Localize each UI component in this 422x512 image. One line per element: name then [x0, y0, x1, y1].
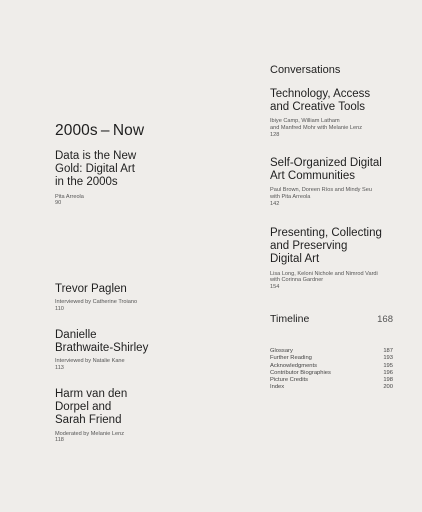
interview-page: 110 [55, 306, 64, 312]
essay-entry [55, 150, 175, 207]
back-matter-list [270, 348, 400, 392]
essay-title-line: Data is the New [55, 150, 137, 162]
back-matter-page: 193 [383, 355, 393, 362]
back-matter-label: Further Reading [270, 355, 312, 362]
conversation-title-line: Self-Organized Digital [270, 157, 382, 169]
conversation-page: 154 [270, 284, 280, 291]
back-matter-page: 200 [383, 384, 393, 391]
back-matter-item [270, 363, 393, 370]
conversation-entry [270, 157, 410, 208]
interview-title-line: Trevor Paglen [55, 283, 127, 295]
conversation-title-line: Technology, Access [270, 88, 371, 100]
back-matter-item [270, 384, 393, 391]
timeline-entry [270, 313, 393, 325]
essay-title-line: in the 2000s [55, 176, 118, 189]
interview-entry [55, 329, 195, 372]
interview-title-line: Danielle [55, 329, 97, 341]
conversation-entry [270, 227, 410, 291]
interview-entry [55, 388, 175, 444]
back-matter-page: 198 [383, 377, 393, 384]
conversation-title-line: and Preserving [270, 240, 348, 253]
essay-author: Pita Arreola [55, 193, 84, 200]
conversation-title-line: and Creative Tools [270, 101, 366, 114]
conversation-page: 128 [270, 132, 280, 138]
back-matter-page: 187 [383, 348, 393, 354]
conversation-byline: with Corinna Gardner [270, 277, 324, 284]
back-matter-item [270, 348, 393, 355]
interview-byline: Interviewed by Catherine Troiano [55, 299, 138, 306]
interview-title-line: Sarah Friend [55, 414, 122, 427]
conversation-byline: with Pita Arreola [270, 194, 311, 201]
timeline-label: Timeline [270, 313, 310, 325]
conversation-byline: Paul Brown, Doreen Ríos and Mindy Seu [270, 187, 372, 194]
interview-byline: Moderated by Melanie Lenz [55, 430, 125, 437]
back-matter-page: 195 [383, 362, 393, 369]
conversation-page: 142 [270, 201, 280, 207]
interview-title-line: Harm van den [55, 388, 128, 400]
essay-title-line: Gold: Digital Art [55, 163, 135, 176]
interview-title-line: Brathwaite-Shirley [55, 342, 149, 355]
back-matter-item [270, 370, 393, 377]
back-matter-page: 196 [383, 369, 393, 376]
back-matter-item [270, 355, 393, 362]
conversation-entry [270, 88, 410, 139]
back-matter-label: Picture Credits [270, 377, 309, 384]
conversation-byline: Lisa Long, Keloni Nichole and Nimrod Vardi [270, 270, 378, 277]
back-matter-label: Glossary [270, 348, 293, 354]
section-title: 2000s – Now [55, 122, 145, 139]
conversation-title-line: Art Communities [270, 170, 355, 183]
interview-title-line: Dorpel and [55, 401, 112, 414]
conversation-title-line: Digital Art [270, 253, 320, 266]
interview-page: 118 [55, 437, 64, 444]
back-matter-label: Index [270, 384, 285, 391]
conversation-byline: Ibiye Camp, William Latham [270, 118, 340, 125]
back-matter-label: Contributor Biographies [270, 369, 331, 376]
conversation-title-line: Presenting, Collecting [270, 227, 382, 239]
conversations-heading: Conversations [270, 64, 341, 76]
back-matter-item [270, 377, 393, 384]
back-matter-label: Acknowledgments [270, 362, 318, 369]
timeline-page: 168 [377, 314, 393, 325]
essay-page: 90 [55, 200, 62, 207]
interview-entry [55, 283, 175, 313]
interview-page: 113 [55, 365, 64, 372]
interview-byline: Interviewed by Natalie Kane [55, 358, 125, 365]
conversation-byline: and Manfred Mohr with Melanie Lenz [270, 125, 363, 132]
